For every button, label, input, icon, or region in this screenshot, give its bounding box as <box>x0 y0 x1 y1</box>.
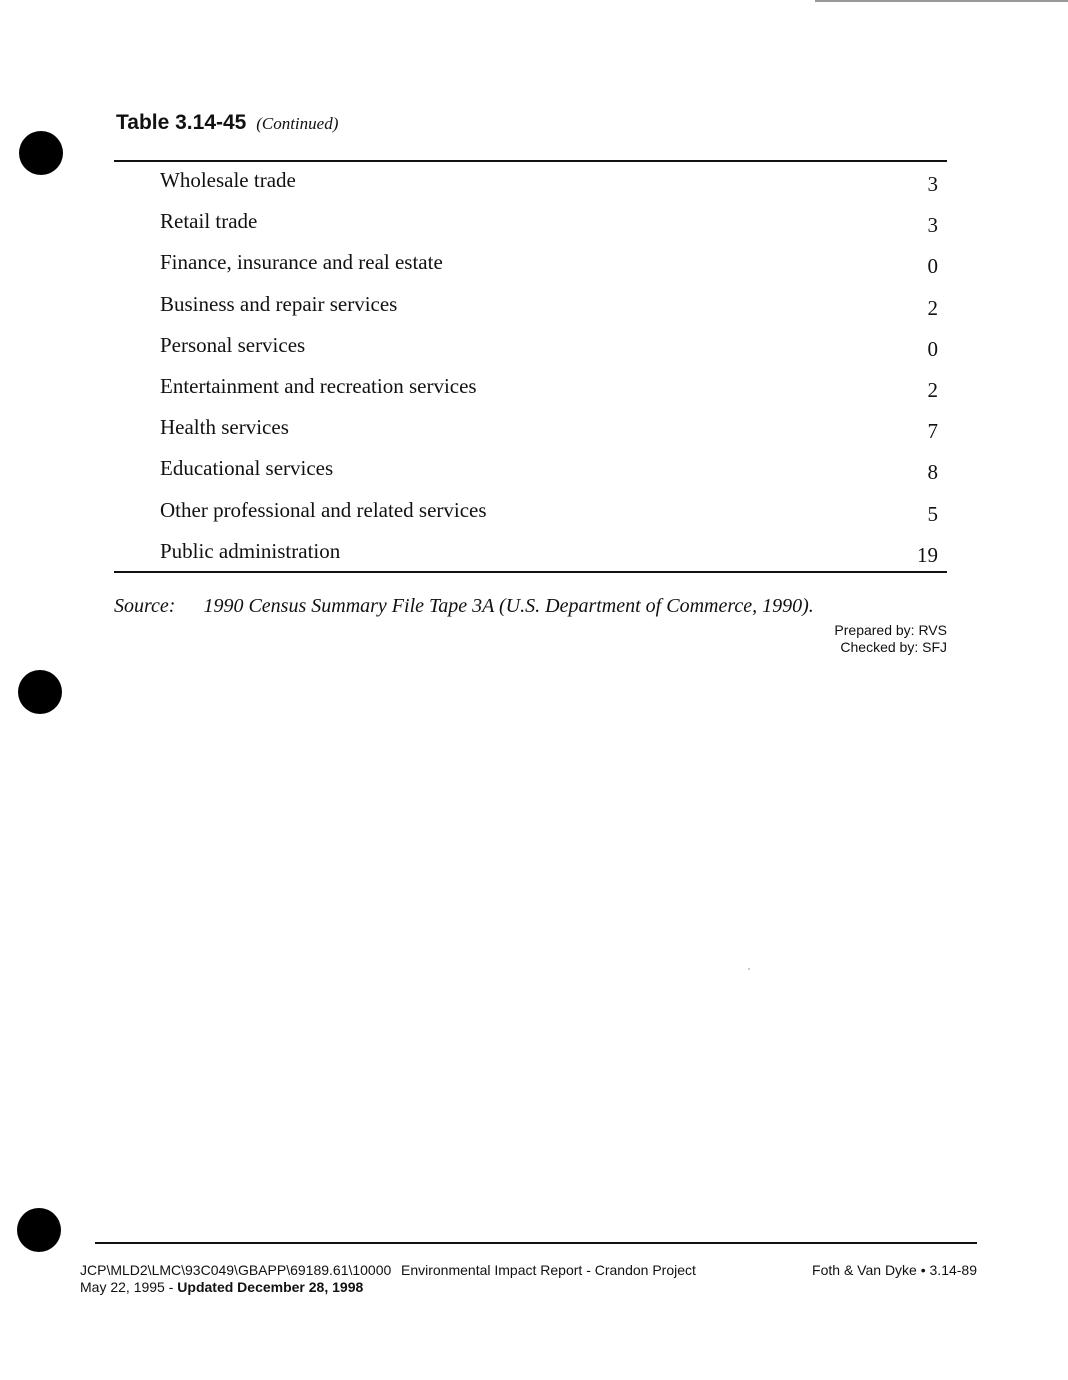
row-label: Business and repair services <box>160 291 398 316</box>
row-value: 0 <box>927 336 938 361</box>
source-text: 1990 Census Summary File Tape 3A (U.S. Department of Commerce, 1990). <box>203 595 814 617</box>
table-row <box>160 166 938 207</box>
row-value: 2 <box>927 295 938 320</box>
source-label: Source: <box>114 595 176 617</box>
binder-hole-middle <box>18 670 62 714</box>
row-label: Personal services <box>160 332 306 357</box>
row-value: 19 <box>917 542 938 567</box>
row-label: Other professional and related services <box>160 497 487 522</box>
prepared-by: Prepared by: RVS <box>834 622 947 638</box>
checked-by: Checked by: SFJ <box>840 639 947 655</box>
table-row <box>160 207 938 248</box>
row-value: 5 <box>927 501 938 526</box>
footer-page-number: Foth & Van Dyke • 3.14-89 <box>812 1262 977 1278</box>
scan-speck <box>748 968 750 970</box>
row-value: 3 <box>927 172 938 196</box>
table-row <box>160 372 938 413</box>
table-row <box>160 496 938 537</box>
scan-edge-line <box>815 0 1068 2</box>
row-value: 8 <box>927 460 938 485</box>
binder-hole-bottom <box>17 1208 61 1252</box>
footer-report-title: Environmental Impact Report - Crandon Project <box>401 1262 696 1278</box>
row-label: Finance, insurance and real estate <box>160 250 443 275</box>
row-label: Entertainment and recreation services <box>160 373 477 398</box>
row-value: 0 <box>927 254 938 279</box>
table-row <box>160 331 938 372</box>
row-label: Health services <box>160 415 289 440</box>
row-label: Wholesale trade <box>160 168 296 192</box>
source-note <box>114 595 814 618</box>
preparation-credits <box>834 622 947 656</box>
table-body <box>160 166 938 578</box>
footer-date-original: May 22, 1995 - <box>80 1279 178 1295</box>
table-bottom-rule <box>114 571 947 573</box>
table-row <box>160 454 938 495</box>
footer-rule <box>95 1242 977 1244</box>
table-row <box>160 290 938 331</box>
row-label: Retail trade <box>160 209 258 234</box>
footer-date <box>80 1279 391 1296</box>
row-value: 7 <box>927 419 938 444</box>
table-title-main: Table 3.14-45 <box>116 111 247 134</box>
row-value: 2 <box>927 377 938 402</box>
row-label: Educational services <box>160 456 334 481</box>
binder-hole-top <box>19 131 63 175</box>
footer-date-updated: Updated December 28, 1998 <box>177 1279 364 1295</box>
footer-file-path: JCP\MLD2\LMC\93C049\GBAPP\69189.61\10000 <box>80 1262 392 1278</box>
footer-file-info <box>80 1262 391 1296</box>
table-row <box>160 413 938 454</box>
row-value: 3 <box>927 213 938 238</box>
table-top-rule <box>114 160 947 162</box>
row-label: Public administration <box>160 538 341 563</box>
table-title <box>116 111 338 135</box>
table-title-continued: (Continued) <box>256 114 339 133</box>
table-row <box>160 248 938 289</box>
